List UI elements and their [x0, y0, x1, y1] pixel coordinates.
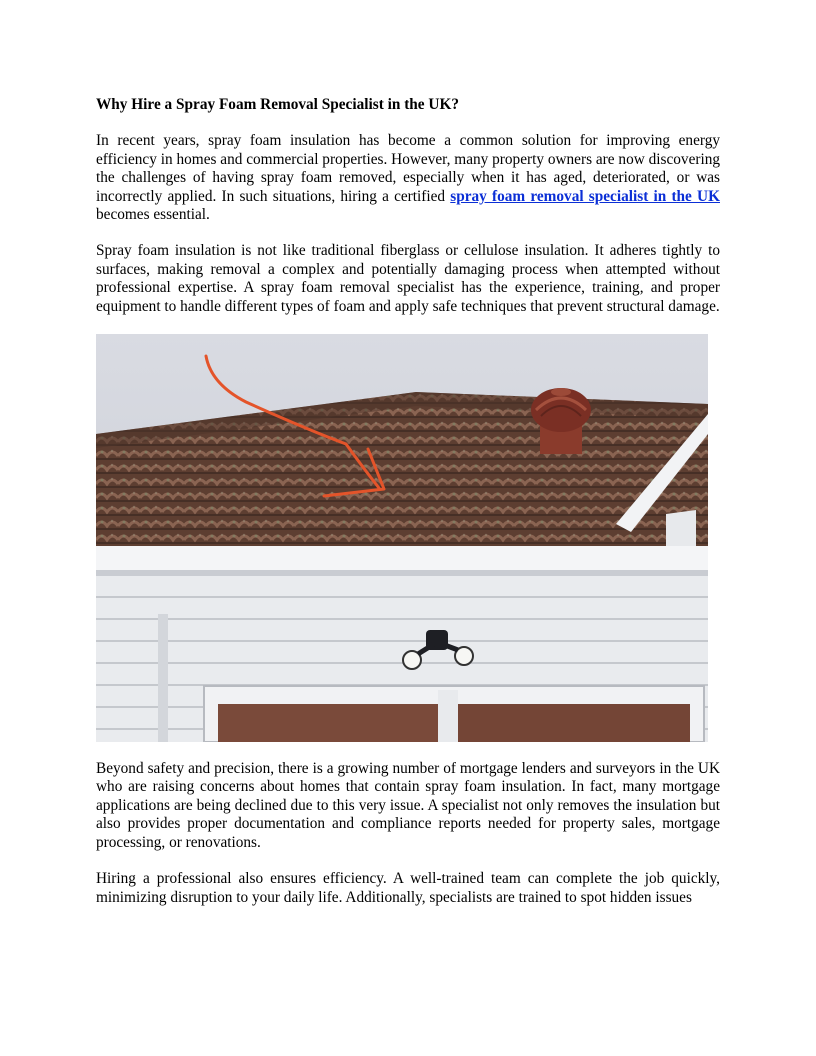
- paragraph-insulation: Spray foam insulation is not like traditional fiberglass or cellulose insulation. It adheres tightly to surfaces, making removal a complex and potentially damaging process when attempted without professional expertise. A spray foam removal specialist has the experience, training, and proper equipment to handle different types of foam and apply safe techniques that prevent structural damage.: [96, 242, 720, 315]
- paragraph-mortgage: Beyond safety and precision, there is a growing number of mortgage lenders and surveyors in the UK who are raising concerns about homes that contain spray foam insulation. In fact, many mortgage applications are being declined due to this very issue. A specialist not only removes the insulation but also provides proper documentation and compliance reports needed for property sales, mortgage processing, or renovations.: [96, 760, 720, 851]
- document-page: [96, 96, 720, 925]
- article-title: Why Hire a Spray Foam Removal Specialist in the UK?: [96, 96, 460, 113]
- roof-photo: [96, 334, 708, 742]
- paragraph-efficiency: Hiring a professional also ensures efficiency. A well-trained team can complete the job quickly, minimizing disruption to your daily life. Additionally, specialists are trained to spot hidden issues: [96, 870, 720, 906]
- paragraph-intro-end: becomes essential.: [96, 206, 210, 224]
- roof-vent-icon: [531, 388, 591, 454]
- paragraph-intro: [96, 132, 720, 224]
- specialist-link[interactable]: spray foam removal specialist in the UK: [450, 187, 720, 205]
- paragraph-intro-text: In recent years, spray foam insulation has become a common solution for improving energy efficiency in homes and commercial properties. However, many property owners are now discovering the challenges of having spray foam removed, especially when it has aged, deteriorated, or was incorrectly applied. In such situations, hiring a certified: [96, 132, 720, 205]
